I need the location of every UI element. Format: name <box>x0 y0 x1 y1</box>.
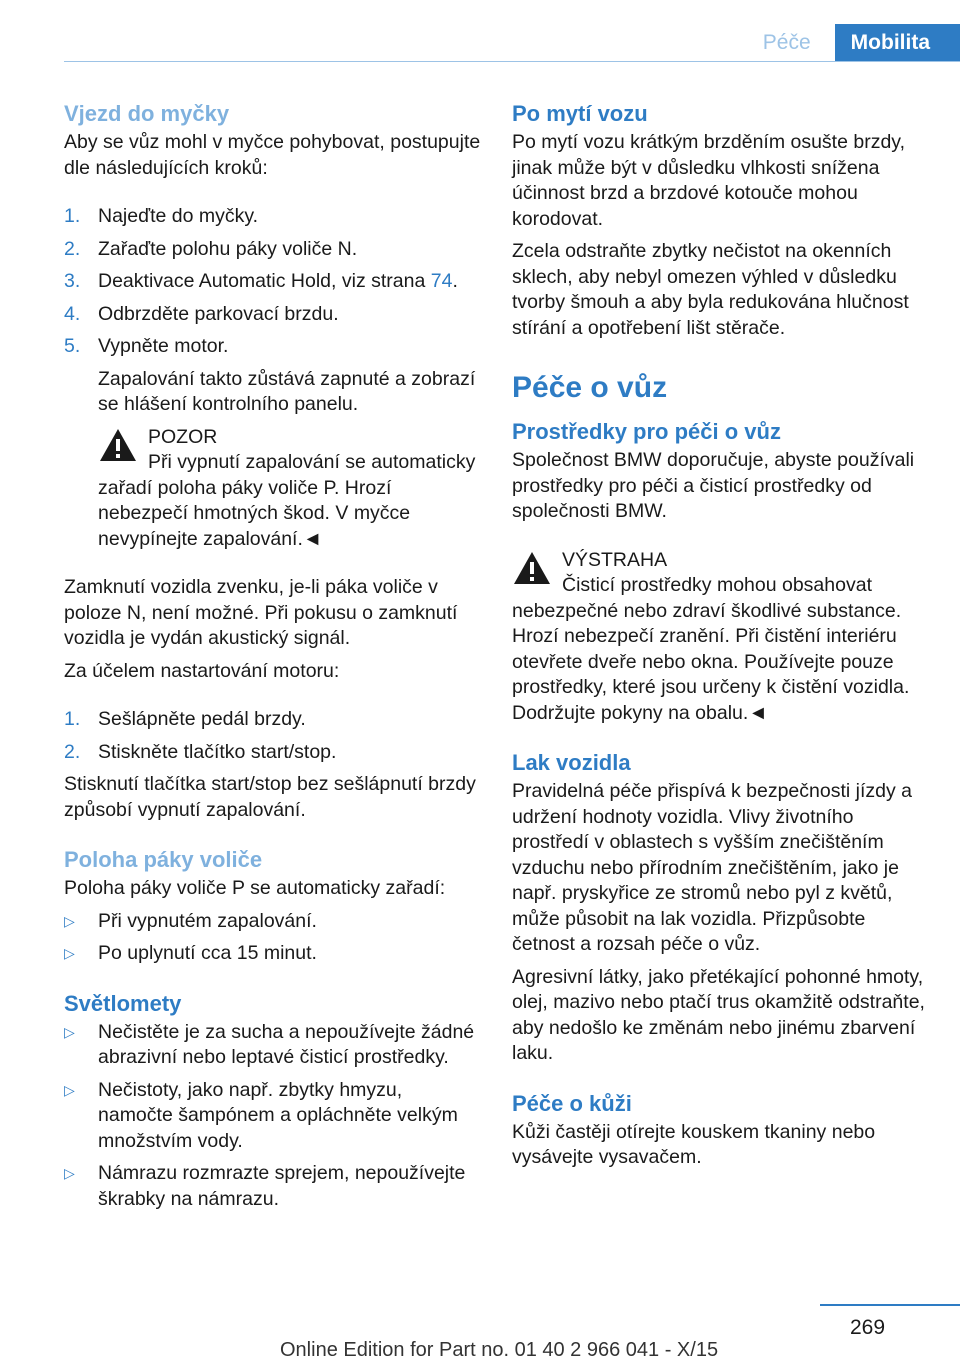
warning-text: Při vypnutí zapalování se automaticky zařadí poloha páky voliče P. Hrozí nebezpečí hmotných škod. V myčce nevypínejte zapalování.◄ <box>98 451 476 550</box>
start-steps <box>64 707 482 765</box>
lock-note: Zamknutí vozidla zvenku, je-li páka voliče v poloze N, není možné. Při pokusu o zamknutí vozidla je vydán akustický signál. <box>64 576 458 649</box>
after-wash-para-2: Zcela odstraňte zbytky nečistot na okenních sklech, aby nebyl omezen výhled v důsledku tvorby šmouh a aby byla redukována hlučnost stírání a opotřebení lišt stěrače. <box>512 240 909 339</box>
left-column <box>64 100 482 1219</box>
step-note: Zapalování takto zůstává zapnuté a zobrazí se hlášení kontrolního panelu. <box>98 367 476 415</box>
list-item: 4. Odbrzděte parkovací brzdu. <box>64 302 339 325</box>
car-wash-intro: Aby se vůz mohl v myčce pohybovat, postupujte dle následujících kroků: <box>64 131 481 179</box>
edition-note: Online Edition for Part no. 01 40 2 966 041 - X/15 <box>280 1339 719 1361</box>
warning-box-pozor <box>64 425 482 553</box>
triangle-bullet-icon: ▷ <box>64 1165 75 1181</box>
tab-mobilita[interactable]: Mobilita <box>835 24 960 62</box>
selector-list <box>64 909 482 967</box>
list-item: 5. Vypněte motor. Zapalování takto zůstává zapnuté a zobrazí se hlášení kontrolního panelu. <box>64 334 482 418</box>
footer-rule <box>820 1304 960 1306</box>
heading-headlights: Světlomety <box>64 990 182 1016</box>
right-column <box>512 100 932 1178</box>
list-item: ▷ Při vypnutém zapalování. <box>64 909 482 935</box>
headlights-list <box>64 1020 482 1213</box>
list-item: ▷ Nečistoty, jako např. zbytky hmyzu, namočte šampónem a opláchněte velkým množstvím vody. <box>64 1078 458 1152</box>
heading-car-wash: Vjezd do myčky <box>64 101 230 126</box>
triangle-bullet-icon: ▷ <box>64 912 75 929</box>
list-item: 1. Najeďte do myčky. <box>64 205 259 227</box>
heading-leather: Péče o kůži <box>512 1090 632 1116</box>
leather-para: Kůži častěji otírejte kouskem tkaniny nebo vysávejte vysavačem. <box>512 1120 876 1168</box>
heading-paint: Lak vozidla <box>512 750 631 775</box>
paint-para-2: Agresivní látky, jako přetékající pohonné hmoty, olej, mazivo nebo ptačí trus okamžitě odstraňte, aby nedošlo ke změnám nebo jinému zbarvení laku. <box>512 965 925 1064</box>
page-title: Péče o vůz <box>512 371 668 404</box>
list-item: 3. Deaktivace Automatic Hold, viz strana 74. <box>64 270 458 292</box>
warning-triangle-icon <box>98 427 138 463</box>
page-link-74[interactable]: 74 <box>430 270 453 292</box>
heading-selector-position: Poloha páky voliče <box>64 847 263 872</box>
list-item: ▷ Nečistěte je za sucha a nepoužívejte žádné abrazivní nebo leptavé čisticí prostředky. <box>64 1020 475 1068</box>
list-item: 2. Zařaďte polohu páky voliče N. <box>64 237 358 260</box>
warning-box-vystraha <box>512 548 932 727</box>
list-item: ▷ Po uplynutí cca 15 minut. <box>64 941 482 967</box>
car-wash-steps <box>64 204 482 418</box>
header-rule <box>64 61 960 62</box>
start-stop-note: Stisknutí tlačítka start/stop bez sešlápnutí brzdy způsobí vypnutí zapalování. <box>64 773 476 821</box>
heading-after-wash: Po mytí vozu <box>512 101 648 126</box>
selector-intro: Poloha páky voliče P se automaticky zařadí: <box>64 877 446 899</box>
after-wash-para-1: Po mytí vozu krátkým brzděním osušte brzdy, jinak může být v důsledku vlhkosti snížena účinnost brzd a brzdové kotouče mohou korodovat. <box>512 131 906 230</box>
warning-title: POZOR <box>148 425 218 448</box>
list-item: 1. Sešlápněte pedál brzdy. <box>64 708 306 730</box>
care-products-para: Společnost BMW doporučuje, abyste používali prostředky pro péči a čisticí prostředky od společnosti BMW. <box>512 449 915 522</box>
page-number: 269 <box>850 1316 886 1339</box>
paint-para-1: Pravidelná péče přispívá k bezpečnosti jízdy a udržení hodnoty vozidla. Vlivy životního prostředí v oblastech s vyšším znečištěním vzduchu nebo přírodním znečištěním, jako je např. pryskyřice ze stromů nebo pyl z květů, může působit na lak vozidla. Přizpůsobte četnost a rozsah péče o vůz. <box>512 780 912 955</box>
warning-triangle-icon <box>512 550 552 586</box>
heading-care-products: Prostředky pro péči o vůz <box>512 419 781 444</box>
triangle-bullet-icon: ▷ <box>64 1081 75 1098</box>
warning-title: VÝSTRAHA <box>562 548 668 571</box>
tab-pece[interactable]: Péče <box>739 24 835 62</box>
list-item: ▷ Námrazu rozmrazte sprejem, nepoužívejte škrabky na námrazu. <box>64 1162 466 1210</box>
list-item: 2. Stiskněte tlačítko start/stop. <box>64 740 337 763</box>
header-tabs <box>739 24 960 62</box>
triangle-bullet-icon: ▷ <box>64 1023 75 1040</box>
start-intro: Za účelem nastartování motoru: <box>64 659 340 682</box>
triangle-bullet-icon: ▷ <box>64 945 75 961</box>
warning-text: Čisticí prostředky mohou obsahovat nebezpečné nebo zdraví škodlivé substance. Hrozí nebezpečí zranění. Při čistění interiéru otevřete dveře nebo okna. Používejte pouze prostředky, které jsou určeny k čistění vozidla. Dodržujte pokyny na obalu.◄ <box>512 574 910 724</box>
